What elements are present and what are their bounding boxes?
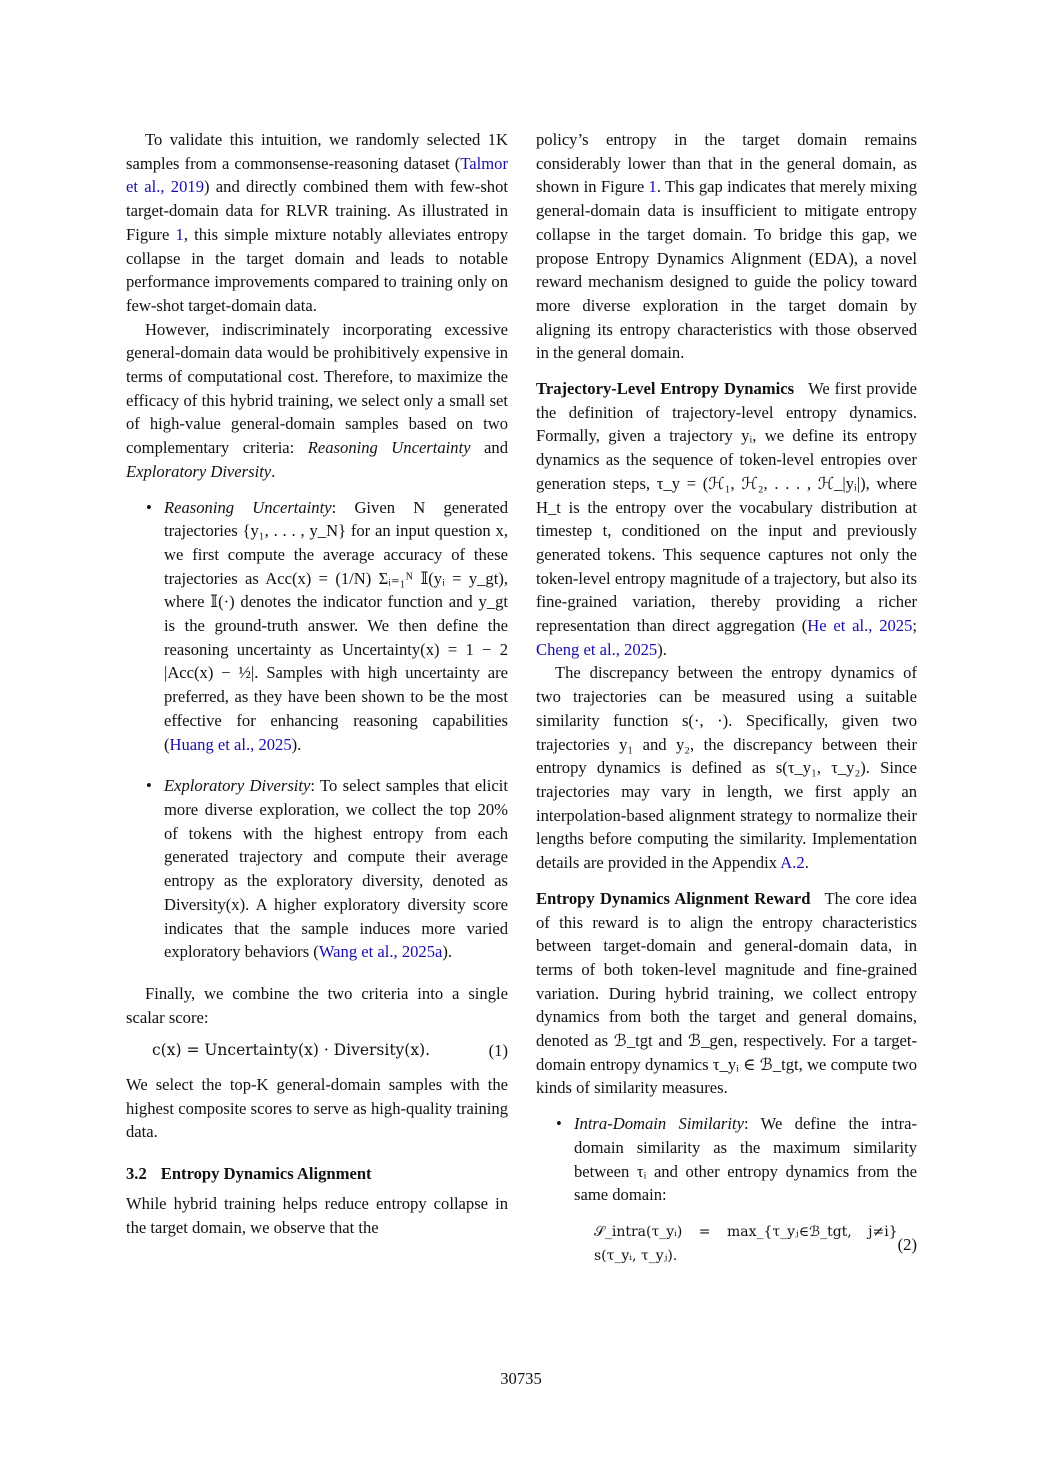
section-title: Entropy Dynamics Alignment: [160, 1164, 372, 1184]
paragraph: [536, 377, 917, 661]
item-title: Reasoning Uncertainty: [164, 497, 332, 517]
emphasis: Reasoning Uncertainty: [307, 438, 471, 458]
text: To validate this intuition, we randomly selected 1K samples from a commonsense-reasoning dataset (: [126, 130, 508, 173]
text: The core idea of this reward is to align the entropy characteristics between target-domain and general-domain data, in terms of both token-level magnitude and fine-grained variation. During hybrid training, we collect entropy dynamics from both the target and general domains, denoted as ℬ_tgt and ℬ_gen, respectively. For a target-domain entropy dynamics τ_yᵢ ∈ ℬ_tgt, we compute two kinds of similarity measures.: [536, 888, 917, 1098]
bullet-icon: •: [556, 1114, 562, 1134]
criteria-list: [126, 496, 508, 964]
text: However, indiscriminately incorporating excessive general-domain data would be prohibitively expensive in terms of computational cost. Therefore, to maximize the efficacy of this hybrid training, we select only a small set of high-value general-domain samples based on two complementary criteria:: [126, 319, 508, 458]
citation-link[interactable]: Talmor et al., 2019: [126, 153, 508, 197]
item-title: Intra-Domain Similarity: [574, 1114, 744, 1134]
figure-link[interactable]: 1: [175, 224, 184, 244]
text: . This gap indicates that merely mixing general-domain data is insufficient to mitigate entropy collapse in the target domain. To bridge this gap, we propose Entropy Dynamics Alignment (EDA), a novel reward mechanism designed to guide the policy toward more diverse exploration in the target domain by aligning its entropy characteristics with those observed in the general domain.: [536, 177, 917, 363]
text: .: [271, 461, 276, 481]
list-item: [126, 496, 508, 757]
text: The discrepancy between the entropy dynamics of two trajectories can be measured using a suitable similarity function s(·, ·). Specifically, given two trajectories y₁ and y₂, the discrepancy between their entropy dynamics is defined as s(τ_y₁, τ_y₂). Since trajectories may vary in length, we first apply an interpolation-based alignment strategy to normalize their lengths before computing the similarity. Implementation details are provided in the Appendix: [536, 663, 917, 873]
section-heading: [126, 1162, 508, 1186]
paragraph: We select the top-K general-domain samples with the highest composite scores to serve as high-quality training data.: [126, 1075, 508, 1142]
text: ) and directly combined them with few-shot target-domain data for RLVR training. As illustrated in Figure: [126, 177, 509, 244]
text: We first provide the definition of trajectory-level entropy dynamics. Formally, given a trajectory yᵢ, we define its entropy dynamics as the sequence of token-level entropies over generation steps, τ_y = (ℋ₁, ℋ₂, . . . , ℋ_|yᵢ|), where H_t is the entropy over the vocabulary distribution at timestep t, conditioned on the input and previously generated tokens. This sequence captures not only the token-level entropy magnitude of a trajectory, but also its fine-grained variation, thereby providing a richer representation than direct aggregation (: [536, 379, 917, 636]
equation-body: 𝒮_intra(τ_yᵢ) = max_{τ_yⱼ∈ℬ_tgt, j≠i} s(τ_yᵢ, τ_yⱼ).: [594, 1223, 898, 1264]
emphasis: Exploratory Diversity: [126, 461, 272, 481]
paragraph: While hybrid training helps reduce entropy collapse in the target domain, we observe that the: [126, 1193, 508, 1237]
citation-link[interactable]: He et al., 2025: [807, 616, 913, 636]
text: : We define the intra-domain similarity as the maximum similarity between τᵢ and other entropy dynamics from the same domain:: [574, 1114, 917, 1205]
page-number: 30735: [500, 1369, 542, 1388]
list-item: [536, 1112, 917, 1207]
paragraph-heading: Trajectory-Level Entropy Dynamics: [536, 379, 795, 399]
paragraph: [126, 128, 508, 318]
section-number: 3.2: [126, 1164, 147, 1184]
citation-link[interactable]: Cheng et al., 2025: [536, 639, 658, 659]
text: , this simple mixture notably alleviates entropy collapse in the target domain and leads to notable performance improvements compared to training only on few-shot target-domain data.: [126, 224, 508, 315]
citation-link[interactable]: Wang et al., 2025a: [318, 942, 443, 962]
paragraph: Finally, we combine the two criteria into a single scalar score:: [126, 983, 508, 1027]
text: policy’s entropy in the target domain remains considerably lower than that in the general domain, as shown in Figure: [536, 130, 917, 197]
similarity-list: [536, 1112, 917, 1207]
paragraph: [536, 128, 917, 365]
text: and: [470, 438, 509, 458]
figure-link[interactable]: 1: [648, 177, 657, 197]
left-column: [126, 128, 508, 1239]
equation-number: (1): [488, 1041, 508, 1061]
paragraph: [126, 318, 508, 484]
equation: [126, 1039, 508, 1063]
bullet-icon: •: [146, 776, 152, 796]
item-title: Exploratory Diversity: [164, 776, 311, 796]
paragraph: [536, 887, 917, 1100]
text: ;: [912, 616, 918, 636]
text: ).: [657, 639, 667, 659]
right-column: [536, 128, 917, 1278]
text: .: [804, 853, 809, 873]
appendix-link[interactable]: A.2: [780, 853, 805, 873]
text: : To select samples that elicit more diverse exploration, we collect the top 20% of tokens with the highest entropy from each generated trajectory and compute their average entropy as the exploratory diversity, denoted as Diversity(x). A higher exploratory diversity score indicates that the sample induces more varied exploratory behaviors (: [164, 776, 508, 962]
equation: [536, 1221, 917, 1268]
list-item: [126, 774, 508, 964]
equation-body: c(x) = Uncertainty(x) · Diversity(x).: [152, 1041, 431, 1060]
paragraph-heading: Entropy Dynamics Alignment Reward: [536, 888, 811, 908]
text: ).: [291, 734, 302, 754]
text: : Given N generated trajectories {y₁, . . . , y_N} for an input question x, we first compute the average accuracy of these trajectories as Acc(x) = (1/N) Σᵢ₌₁ᴺ 𝕀(yᵢ = y_gt), where 𝕀(·) denotes the indicator function and y_gt is the ground-truth answer. We then define the reasoning uncertainty as Uncertainty(x) = 1 − 2 |Acc(x) − ½|. Samples with high uncertainty are preferred, as they have been shown to be the most effective for enhancing reasoning capabilities (: [164, 497, 508, 754]
text: ).: [442, 942, 453, 962]
citation-link[interactable]: Huang et al., 2025: [169, 734, 292, 754]
paragraph: [536, 661, 917, 874]
bullet-icon: •: [146, 497, 152, 517]
equation-number: (2): [897, 1234, 917, 1254]
